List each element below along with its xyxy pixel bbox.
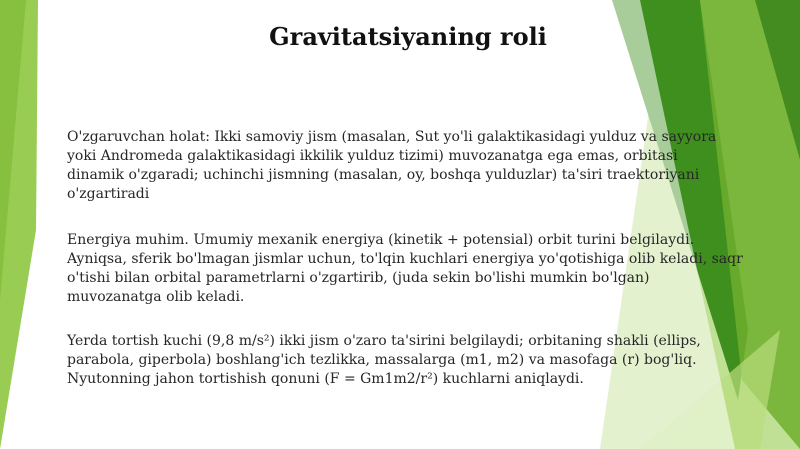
paragraph-variable-state: O'zgaruvchan holat: Ikki samoviy jism (masalan, Sut yo'li galaktikasidagi yulduz va sayyora yoki Andromeda galaktikasidagi ikkilik yulduz tizimi) muvozanatga ega emas, orbitasi dinamik o'zgaradi; uchinchi jismning (masalan, oy, boshqa yulduzlar) ta'siri traektoriyani o'zgartiradi [67,129,717,202]
slide-title: Gravitatsiyaning roli [269,22,547,51]
paragraph-energy: Energiya muhim. Umumiy mexanik energiya (kinetik + potensial) orbit turini belgilaydi. Ayniqsa, sferik bo'lmagan jismlar uchun, to'lqin kuchlari energiya yo'qotishiga olib keladi, saqr o'tishi bilan orbital parametrlarni o'zgartirib, (juda sekin bo'lishi mumkin bo'lgan) muvozanatga olib keladi. [67,232,743,305]
paragraph-gravity-force: Yerda tortish kuchi (9,8 m/s²) ikki jism o'zaro ta'sirini belgilaydi; orbitaning shakli (ellips, parabola, giperbola) boshlang'ich tezlikka, massalarga (m1, m2) va masofaga (r) bog'liq. Nyutonning jahon tortishish qonuni (F = Gm1m2/r²) kuchlarni aniqlaydi. [67,333,701,387]
